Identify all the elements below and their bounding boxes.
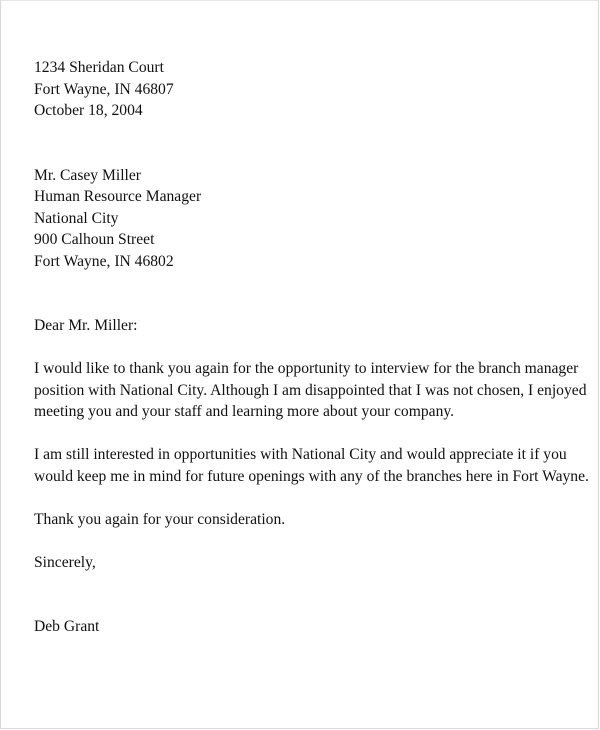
closing <box>34 552 584 574</box>
signature-name: Deb Grant <box>34 618 100 635</box>
salutation <box>34 315 584 337</box>
sender-address-block <box>34 57 584 122</box>
paragraph-line: meeting you and your staff and learning more about your company. <box>34 403 455 420</box>
paragraph-line: I would like to thank you again for the opportunity to interview for the branch manager <box>34 360 579 377</box>
paragraph-line: I am still interested in opportunities with National City and would appreciate it if you <box>34 446 567 463</box>
paragraph-3 <box>34 509 584 531</box>
recipient-company: National City <box>34 209 119 227</box>
recipient-street: 900 Calhoun Street <box>34 231 155 248</box>
salutation-text: Dear Mr. Miller: <box>34 317 138 334</box>
recipient-address-block <box>34 165 584 273</box>
letter-body <box>34 57 589 638</box>
paragraph-line: Thank you again for your consideration. <box>34 510 286 528</box>
signature-block <box>34 616 584 638</box>
sender-city-state-zip: Fort Wayne, IN 46807 <box>34 80 174 98</box>
recipient-city-state-zip: Fort Wayne, IN 46802 <box>34 252 174 270</box>
paragraph-1 <box>34 358 587 423</box>
sender-street: 1234 Sheridan Court <box>34 59 164 76</box>
paragraph-line: would keep me in mind for future openings with any of the branches here in Fort Wayne. <box>34 467 589 485</box>
recipient-title: Human Resource Manager <box>34 188 202 205</box>
closing-text: Sincerely, <box>34 553 96 571</box>
recipient-name: Mr. Casey Miller <box>34 166 141 184</box>
paragraph-2 <box>34 444 589 487</box>
paragraph-line: position with National City. Although I am disappointed that I was not chosen, I enjoyed <box>34 381 587 399</box>
letter-date: October 18, 2004 <box>34 102 143 119</box>
